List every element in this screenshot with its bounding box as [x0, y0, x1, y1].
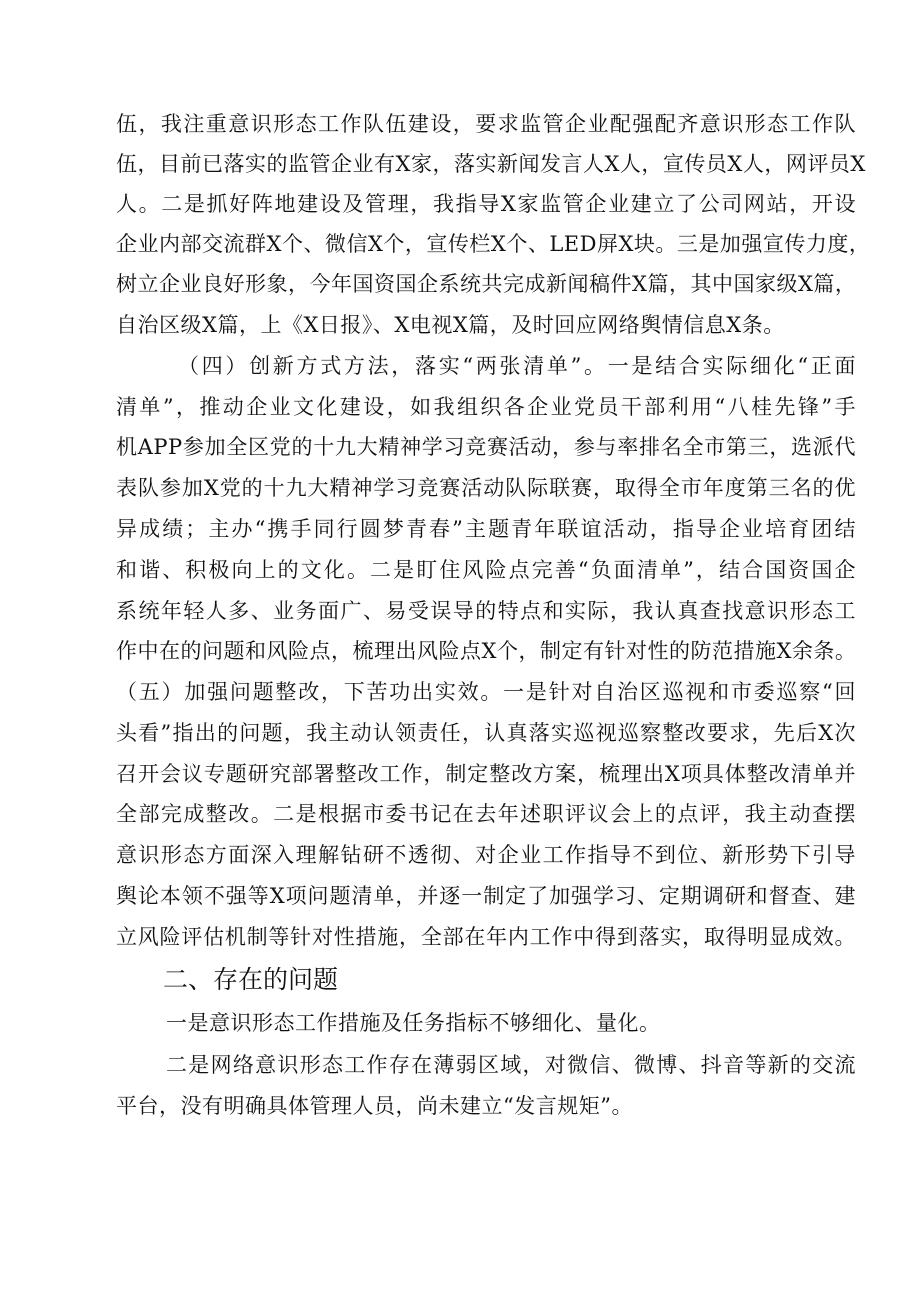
text-line: 头看”指出的问题，我主动认领责任，认真落实巡视巡察整改要求，先后X次: [116, 721, 856, 745]
text-line: 二是网络意识形态工作存在薄弱区域，对微信、微博、抖音等新的交流: [166, 1053, 856, 1077]
text-line: 一是意识形态工作措施及任务指标不够细化、量化。: [166, 1011, 661, 1035]
text-line: 作中在的问题和风险点，梳理出风险点X个，制定有针对性的防范措施X余条。: [116, 639, 857, 663]
text-line: （五）加强问题整改，下苦功出实效。一是针对自治区巡视和市委巡察“回: [116, 680, 856, 704]
text-line: （四）创新方式方法，落实“两张清单”。一是结合实际细化“正面: [178, 354, 856, 378]
text-line: 清单”，推动企业文化建设，如我组织各企业党员干部利用“八桂先锋”手: [116, 395, 856, 419]
text-line: 全部完成整改。二是根据市委书记在去年述职评议会上的点评，我主动查摆: [116, 802, 856, 826]
section-heading: 二、存在的问题: [163, 965, 339, 994]
text-line: 树立企业良好形象，今年国资国企系统共完成新闻稿件X篇，其中国家级X篇，: [116, 272, 857, 296]
text-line: 平台，没有明确具体管理人员，尚未建立“发言规矩”。: [116, 1094, 633, 1118]
text-line: 表队参加X党的十九大精神学习竞赛活动队际联赛，取得全市年度第三名的优: [116, 476, 856, 500]
text-line: 意识形态方面深入理解钻研不透彻、对企业工作指导不到位、新形势下引导: [116, 843, 856, 867]
text-line: 舆论本领不强等X项问题清单，并逐一制定了加强学习、定期调研和督查、建: [116, 884, 856, 908]
text-line: 和谐、积极向上的文化。二是盯住风险点完善“负面清单”，结合国资国企: [116, 558, 856, 582]
text-line: 伍，目前已落实的监管企业有X家，落实新闻发言人X人，宣传员X人，网评员X: [116, 152, 866, 176]
text-line: 立风险评估机制等针对性措施，全部在年内工作中得到落实，取得明显成效。: [116, 925, 856, 949]
text-line: 机APP参加全区党的十九大精神学习竞赛活动，参与率排名全市第三，选派代: [116, 435, 856, 459]
text-line: 系统年轻人多、业务面广、易受误导的特点和实际，我认真查找意识形态工: [116, 599, 856, 623]
text-line: 召开会议专题研究部署整改工作，制定整改方案，梳理出X项具体整改清单并: [116, 762, 856, 786]
text-line: 人。二是抓好阵地建设及管理，我指导X家监管企业建立了公司网站，开设: [116, 192, 856, 216]
text-line: 伍，我注重意识形态工作队伍建设，要求监管企业配强配齐意识形态工作队: [116, 112, 856, 136]
text-line: 企业内部交流群X个、微信X个，宣传栏X个、LED屏X块。三是加强宣传力度，: [116, 232, 871, 256]
text-line: 自治区级X篇，上《X日报》、X电视X篇，及时回应网络舆情信息X条。: [116, 313, 785, 337]
text-line: 异成绩；主办“携手同行圆梦青春”主题青年联谊活动，指导企业培育团结: [116, 517, 856, 541]
